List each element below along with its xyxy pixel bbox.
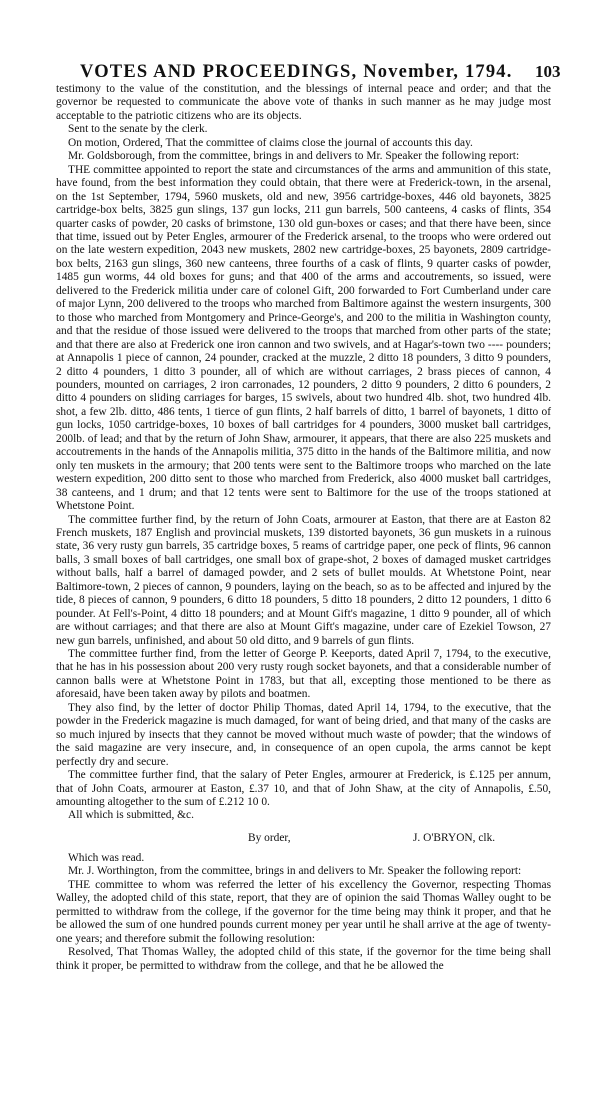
paragraph: THE committee appointed to report the state and circumstances of the arms and ammunition of this state, have found, from the best information they could obtain, that there were at Frederick-town, in the arsenal, on the 1st September, 1794, 5960 muskets, old and new, 3956 cartridge-boxes, 446 old bayonets, 3825 cartridge-box belts, 3825 gun slings, 137 gun locks, 211 gun barrels, 500 canteens, 4 casks of flints, 354 quarter casks of powder, 20 casks of brimstone, 130 old gun-boxes or cases; and that there have been, since that time, issued out by Peter Engles, armourer of the Frederick arsenal, to the troops who were ordered out on the late western expedition, 2043 new muskets, 2802 new cartridge-boxes, 25 bayonets, 2809 cartridge-box belts, 2163 gun slings, 360 new canteens, three fourths of a cask of flints, 9 quarter casks of powder, 1485 gun worms, 44 old boxes for guns; and that 400 of the arms and accoutrements, so issued, were delivered to the Frederick militia under care of colonel Gift, 200 forwarded to Fort Cumberland under care of major Lynn, 200 delivered to the troops who marched from Baltimore against the western insurgents, 300 to those who marched from Montgomery and Prince-George's, and 200 to the militia in Washington county, and that the residue of those issued were delivered to the troops that marched from other parts of the state; and that there are also at Frederick one iron cannon and two swivels, and at Hagar's-town two ---- pounders; at Annapolis 1 piece of cannon, 24 pounder, cracked at the muzzle, 2 ditto 18 pounders, 3 ditto 9 pounders, 2 ditto 4 pounders, 1 ditto 3 pounder, all of which are without carriages, 2 brass pieces of cannon, 4 pounders, mounted on carriages, 2 iron carronades, 12 pounders, 2 ditto 9 pounders, 2 ditto 6 pounders, 2 ditto 4 pounders on sliding carriages for barges, 15 swivels, about two hundred 4lb. shot, two hundred 4lb. shot, a few 2lb. ditto, 486 tents, 1 tierce of gun flints, 2 half barrels of ditto, 1 barrel of bayonets, 1 ditto of gun locks, 1050 cartridge-boxes, 10 boxes of ball cartridges for 4 pounders, 3000 musket ball cartridges, 200lb. of lead; and that by the return of John Shaw, armourer, it appears, that there are also 225 muskets and accoutrements in the hands of the Annapolis militia, 375 ditto in the hands of the Baltimore militia, and now only ten muskets in the armoury; that 200 tents were sent to the Baltimore troops who marched on the late western expedition, 200 ditto sent to those who marched from Frederick, also 4000 musket ball cartridges, 38 canteens, and 1 drum; and that 12 tents were sent to Baltimore for the use of the troops stationed at Whetstone Point. <box>56 163 551 513</box>
paragraph: The committee further find, that the salary of Peter Engles, armourer at Frederick, is £.125 per annum, that of John Coats, armourer at Easton, £.37 10, and that of John Shaw, at the city of Annapolis, £.50, amounting altogether to the sum of £.212 10 0. <box>56 769 551 809</box>
page-number: 103 <box>535 62 561 81</box>
paragraph: The committee further find, from the letter of George P. Keeports, dated April 7, 1794, to the executive, that he has in his possession about 200 very rusty rough socket bayonets, and that a considerable number of cannon balls were at Whetstone Point in 1783, but that all, excepting those mentioned to be there as aforesaid, have been taken away by pilots and boatmen. <box>56 648 551 701</box>
body-text <box>56 83 551 973</box>
running-title: VOTES AND PROCEEDINGS, November, 1794. <box>80 62 513 82</box>
paragraph: Which was read. <box>68 851 145 864</box>
paragraph: Mr. J. Worthington, from the committee, brings in and delivers to Mr. Speaker the following report: <box>68 865 522 878</box>
paragraph: Resolved, That Thomas Walley, the adopted child of this state, if the governor for the time being shall think it proper, be permitted to withdraw from the college, and that he be allowed the <box>56 946 551 972</box>
paragraph: The committee further find, by the return of John Coats, armourer at Easton, that there are at Easton 82 French muskets, 187 English and provincial muskets, 139 distorted bayonets, 36 gun muskets in a ruinous state, 36 very rusty gun barrels, 35 cartridge boxes, 5 reams of cartridge paper, one peck of flints, 96 cannon balls, 3 small boxes of ball cartridges, one small box of grape-shot, 2 boxes of damaged musket cartridges without balls, half a barrel of damaged powder, and 2 sets of bullet moulds. At Whetstone Point, near Baltimore-town, 2 pieces of cannon, 9 pounders, laying on the beach, so as to be affected and injured by the tide, 8 pieces of cannon, 9 pounders, 6 ditto 18 pounders, 5 ditto 18 pounders, 2 ditto 12 pounders, 1 ditto 6 pounder. At Fell's-Point, 4 ditto 18 pounders; and at Mount Gift's magazine, 1 ditto 9 pounder, all of which are without carriages; and that there are also at Mount Gift's magazine, under care of Ezekiel Towson, 27 new gun barrels, unfinished, and about 50 old ditto, and 9 barrels of gun flints. <box>56 513 551 647</box>
signature-order: By order, <box>248 831 291 844</box>
signature-line <box>56 828 551 852</box>
paragraph: All which is submitted, &c. <box>68 809 194 822</box>
paragraph: They also find, by the letter of doctor Philip Thomas, dated April 14, 1794, to the executive, that the powder in the Frederick magazine is much damaged, for want of being dried, and that many of the casks are so much injured by insects that they cannot be moved without much waste of powder; that the windows of the said magazine are very insecure, and, in consequence of an open cupola, the arms cannot be kept perfectly dry and secure. <box>56 701 551 768</box>
paragraph: testimony to the value of the constitution, and the blessings of internal peace and order; and that the governor be requested to communicate the above vote of thanks in such manner as he may judge most acceptable to the patriotic citizens who are its objects. <box>56 83 551 122</box>
paragraph: Sent to the senate by the clerk. <box>68 123 208 136</box>
paragraph: THE committee to whom was referred the letter of his excellency the Governor, respecting Thomas Walley, the adopted child of this state, report, that they are of opinion the said Thomas Walley ought to be permitted to withdraw from the college, if the governor for the time being may think it proper, and that he be allowed the sum of one hundred pounds current money per year until he shall arrive at the age of twenty-one years; and therefore submit the following resolution: <box>56 878 551 945</box>
paragraph: On motion, Ordered, That the committee of claims close the journal of accounts this day. <box>68 136 473 149</box>
signature-name: J. O'BRYON, clk. <box>413 831 496 844</box>
paragraph: Mr. Goldsborough, from the committee, brings in and delivers to Mr. Speaker the following report: <box>68 150 520 163</box>
running-head <box>0 62 600 84</box>
